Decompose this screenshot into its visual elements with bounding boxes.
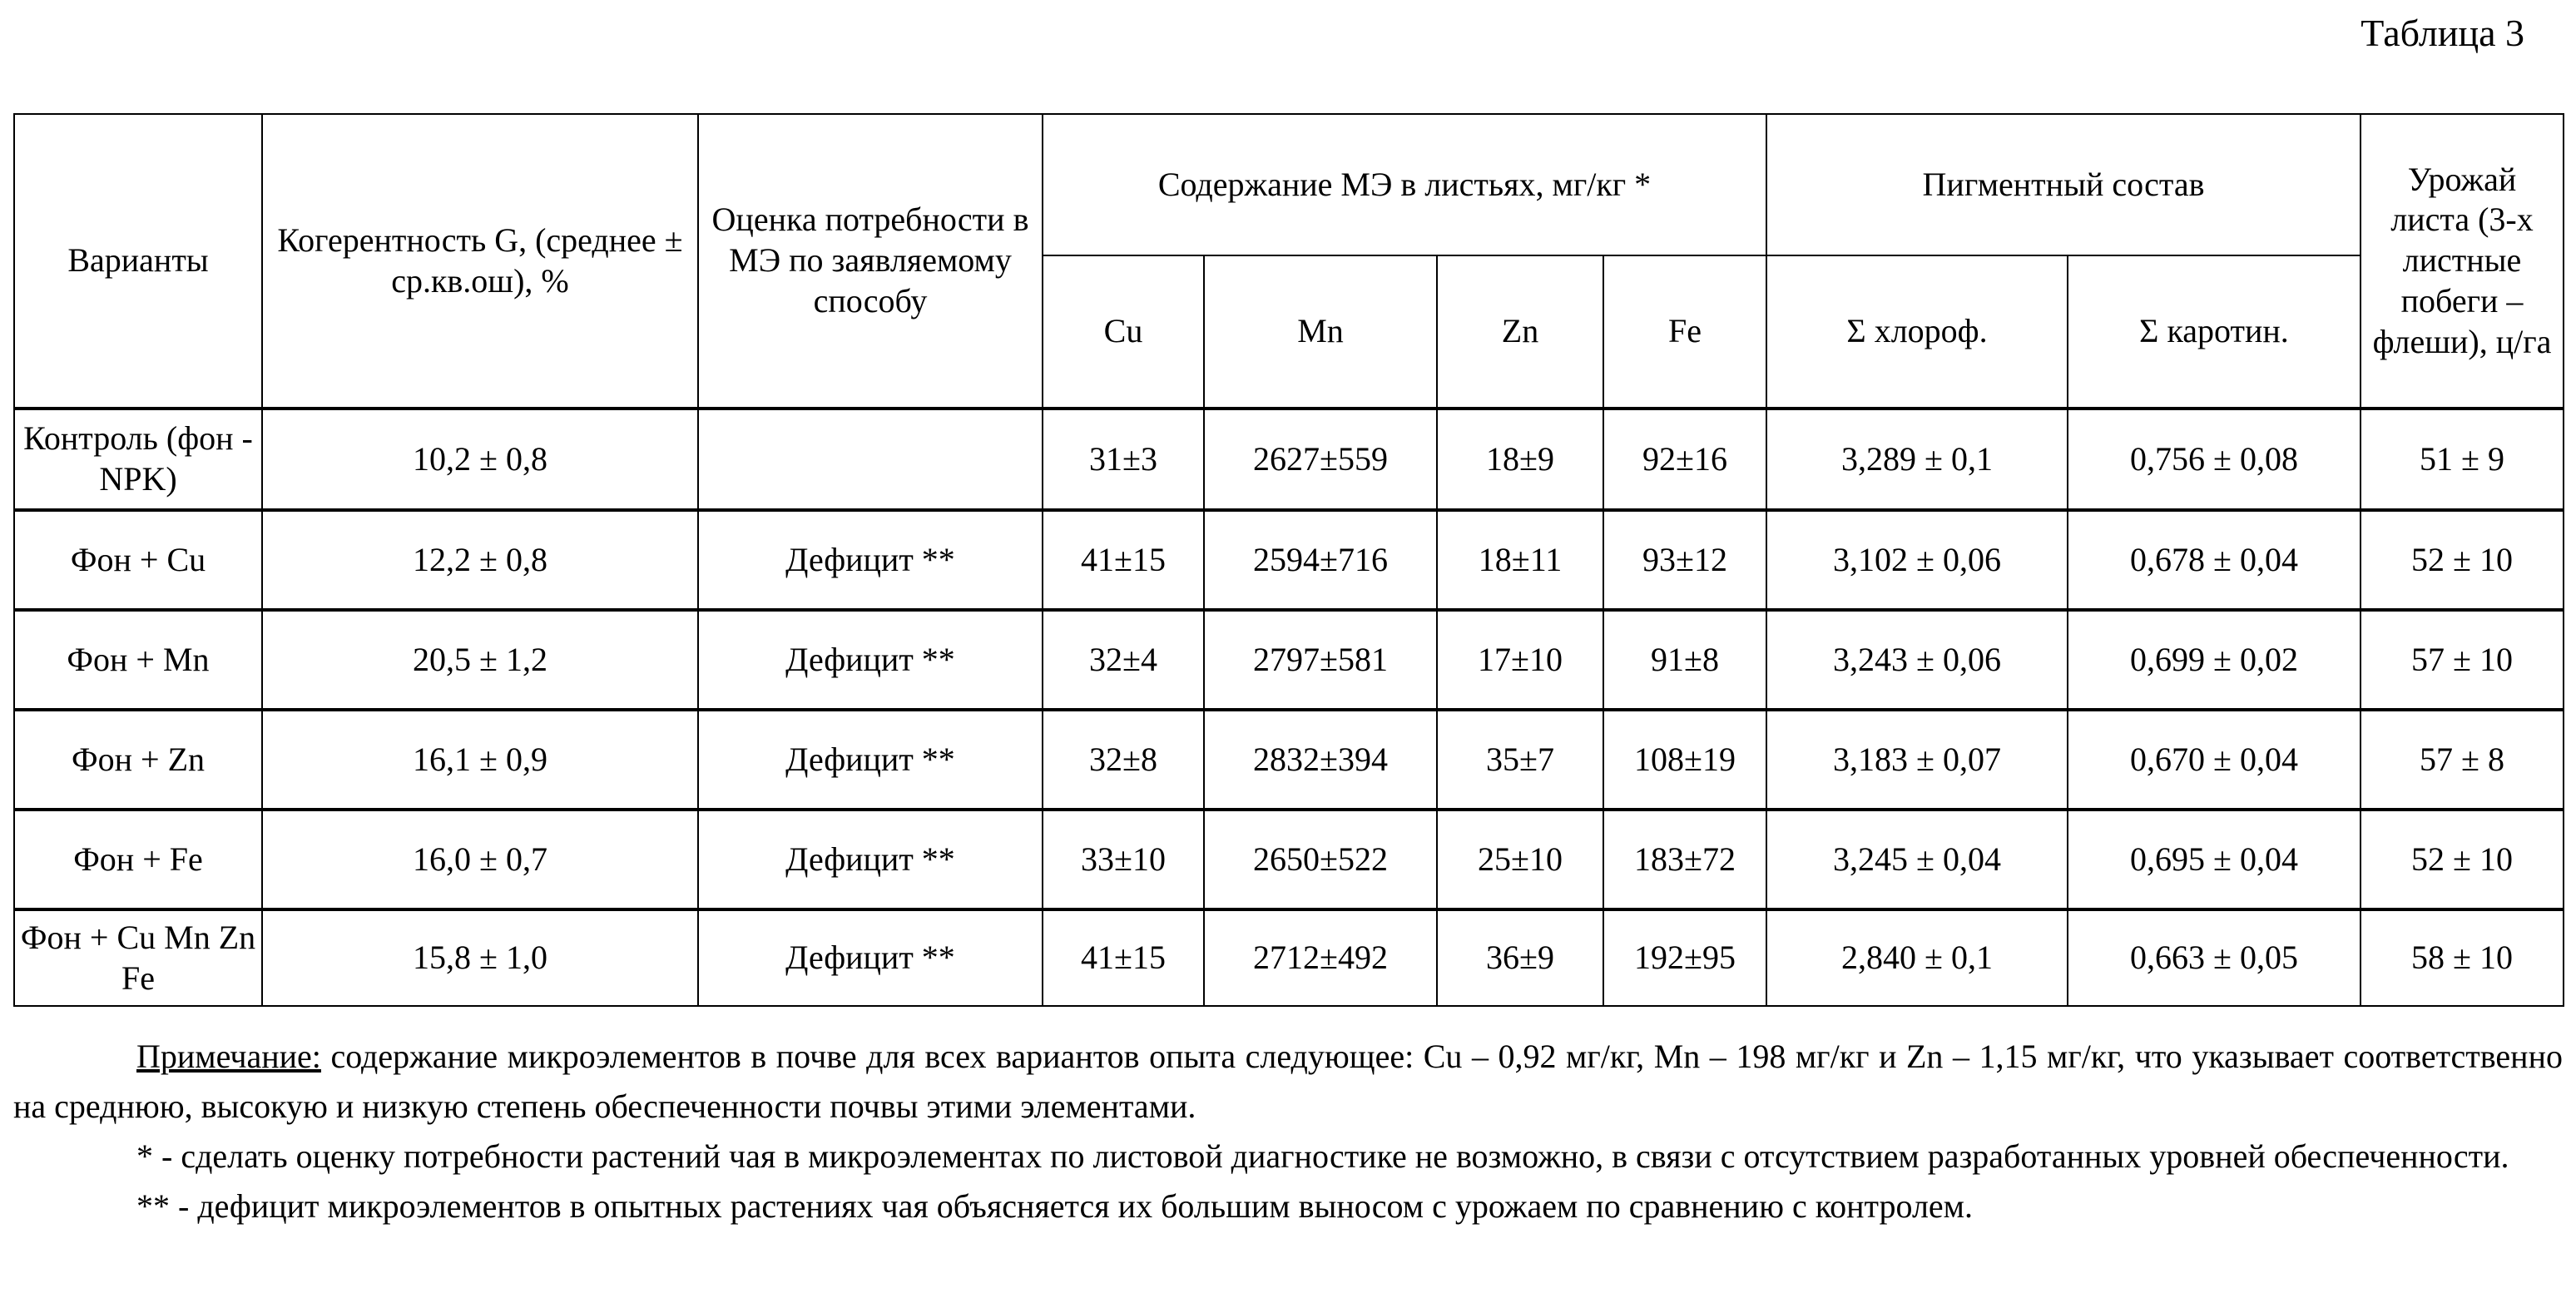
cell-cu: 33±10 bbox=[1043, 810, 1204, 909]
cell-cu: 32±8 bbox=[1043, 710, 1204, 810]
cell-fe: 183±72 bbox=[1603, 810, 1766, 909]
cell-assessment: Дефицит ** bbox=[698, 710, 1043, 810]
header-zn: Zn bbox=[1437, 255, 1603, 409]
cell-carotene: 0,663 ± 0,05 bbox=[2068, 909, 2361, 1006]
cell-variant: Фон + Cu Mn Zn Fe bbox=[14, 909, 262, 1006]
cell-yield: 51 ± 9 bbox=[2361, 409, 2564, 510]
cell-chlorophyll: 3,102 ± 0,06 bbox=[1766, 510, 2068, 610]
cell-variant: Фон + Fe bbox=[14, 810, 262, 909]
header-me-content: Содержание МЭ в листьях, мг/кг * bbox=[1043, 114, 1766, 255]
cell-carotene: 0,670 ± 0,04 bbox=[2068, 710, 2361, 810]
cell-zn: 18±9 bbox=[1437, 409, 1603, 510]
cell-chlorophyll: 3,289 ± 0,1 bbox=[1766, 409, 2068, 510]
header-cu: Cu bbox=[1043, 255, 1204, 409]
cell-coherence: 20,5 ± 1,2 bbox=[262, 610, 698, 710]
cell-zn: 35±7 bbox=[1437, 710, 1603, 810]
cell-variant: Фон + Zn bbox=[14, 710, 262, 810]
cell-carotene: 0,699 ± 0,02 bbox=[2068, 610, 2361, 710]
cell-zn: 18±11 bbox=[1437, 510, 1603, 610]
notes-section bbox=[13, 1032, 2563, 1231]
table-row bbox=[14, 710, 2564, 810]
note-star: * - сделать оценку потребности растений чая в микроэлементах по листовой диагностике не возможно, в связи с отсутствием разработанных уровней обеспеченности. bbox=[136, 1137, 2509, 1175]
cell-cu: 32±4 bbox=[1043, 610, 1204, 710]
cell-fe: 92±16 bbox=[1603, 409, 1766, 510]
cell-assessment: Дефицит ** bbox=[698, 909, 1043, 1006]
note-main bbox=[13, 1032, 2563, 1132]
note-label: Примечание: bbox=[136, 1038, 321, 1075]
cell-coherence: 16,1 ± 0,9 bbox=[262, 710, 698, 810]
header-mn: Mn bbox=[1204, 255, 1437, 409]
header-coherence: Когерентность G, (среднее ± ср.кв.ош), % bbox=[262, 114, 698, 409]
cell-yield: 58 ± 10 bbox=[2361, 909, 2564, 1006]
cell-variant: Фон + Mn bbox=[14, 610, 262, 710]
cell-assessment: Дефицит ** bbox=[698, 810, 1043, 909]
cell-assessment: Дефицит ** bbox=[698, 610, 1043, 710]
cell-cu: 41±15 bbox=[1043, 510, 1204, 610]
header-variants: Варианты bbox=[14, 114, 262, 409]
cell-carotene: 0,678 ± 0,04 bbox=[2068, 510, 2361, 610]
cell-zn: 36±9 bbox=[1437, 909, 1603, 1006]
cell-chlorophyll: 3,243 ± 0,06 bbox=[1766, 610, 2068, 710]
cell-mn: 2627±559 bbox=[1204, 409, 1437, 510]
table-caption: Таблица 3 bbox=[2361, 12, 2524, 54]
cell-coherence: 10,2 ± 0,8 bbox=[262, 409, 698, 510]
header-chlorophyll: Σ хлороф. bbox=[1766, 255, 2068, 409]
cell-carotene: 0,756 ± 0,08 bbox=[2068, 409, 2361, 510]
cell-mn: 2832±394 bbox=[1204, 710, 1437, 810]
cell-fe: 91±8 bbox=[1603, 610, 1766, 710]
data-table bbox=[13, 113, 2564, 1007]
cell-mn: 2797±581 bbox=[1204, 610, 1437, 710]
cell-chlorophyll: 3,183 ± 0,07 bbox=[1766, 710, 2068, 810]
header-pigments: Пигментный состав bbox=[1766, 114, 2361, 255]
cell-coherence: 16,0 ± 0,7 bbox=[262, 810, 698, 909]
note-double-star: ** - дефицит микроэлементов в опытных растениях чая объясняется их большим выносом с урожаем по сравнению с контролем. bbox=[136, 1187, 1973, 1225]
cell-variant: Фон + Cu bbox=[14, 510, 262, 610]
cell-carotene: 0,695 ± 0,04 bbox=[2068, 810, 2361, 909]
header-assessment: Оценка потребности в МЭ по заявляемому способу bbox=[698, 114, 1043, 409]
cell-yield: 57 ± 10 bbox=[2361, 610, 2564, 710]
cell-mn: 2712±492 bbox=[1204, 909, 1437, 1006]
table-row bbox=[14, 810, 2564, 909]
cell-fe: 192±95 bbox=[1603, 909, 1766, 1006]
header-carotene: Σ каротин. bbox=[2068, 255, 2361, 409]
cell-chlorophyll: 3,245 ± 0,04 bbox=[1766, 810, 2068, 909]
header-yield: Урожай листа (3-х листные побеги – флеши), ц/га bbox=[2361, 114, 2564, 409]
header-fe: Fe bbox=[1603, 255, 1766, 409]
cell-mn: 2594±716 bbox=[1204, 510, 1437, 610]
cell-assessment: Дефицит ** bbox=[698, 510, 1043, 610]
note-main-text: содержание микроэлементов в почве для всех вариантов опыта следующее: Cu – 0,92 мг/кг, Mn – 198 мг/кг и Zn – 1,15 мг/кг, что указывает соответственно на среднюю, высокую и низкую степень обеспеченности почвы этими элементами. bbox=[13, 1038, 2563, 1125]
cell-zn: 17±10 bbox=[1437, 610, 1603, 710]
cell-coherence: 15,8 ± 1,0 bbox=[262, 909, 698, 1006]
cell-coherence: 12,2 ± 0,8 bbox=[262, 510, 698, 610]
cell-zn: 25±10 bbox=[1437, 810, 1603, 909]
table-row bbox=[14, 409, 2564, 510]
table-row bbox=[14, 610, 2564, 710]
table-row bbox=[14, 909, 2564, 1006]
cell-variant: Контроль (фон -NPK) bbox=[14, 409, 262, 510]
cell-yield: 52 ± 10 bbox=[2361, 510, 2564, 610]
cell-chlorophyll: 2,840 ± 0,1 bbox=[1766, 909, 2068, 1006]
cell-cu: 31±3 bbox=[1043, 409, 1204, 510]
table-row bbox=[14, 510, 2564, 610]
cell-fe: 93±12 bbox=[1603, 510, 1766, 610]
cell-yield: 52 ± 10 bbox=[2361, 810, 2564, 909]
cell-assessment bbox=[698, 409, 1043, 510]
cell-mn: 2650±522 bbox=[1204, 810, 1437, 909]
cell-fe: 108±19 bbox=[1603, 710, 1766, 810]
cell-yield: 57 ± 8 bbox=[2361, 710, 2564, 810]
cell-cu: 41±15 bbox=[1043, 909, 1204, 1006]
